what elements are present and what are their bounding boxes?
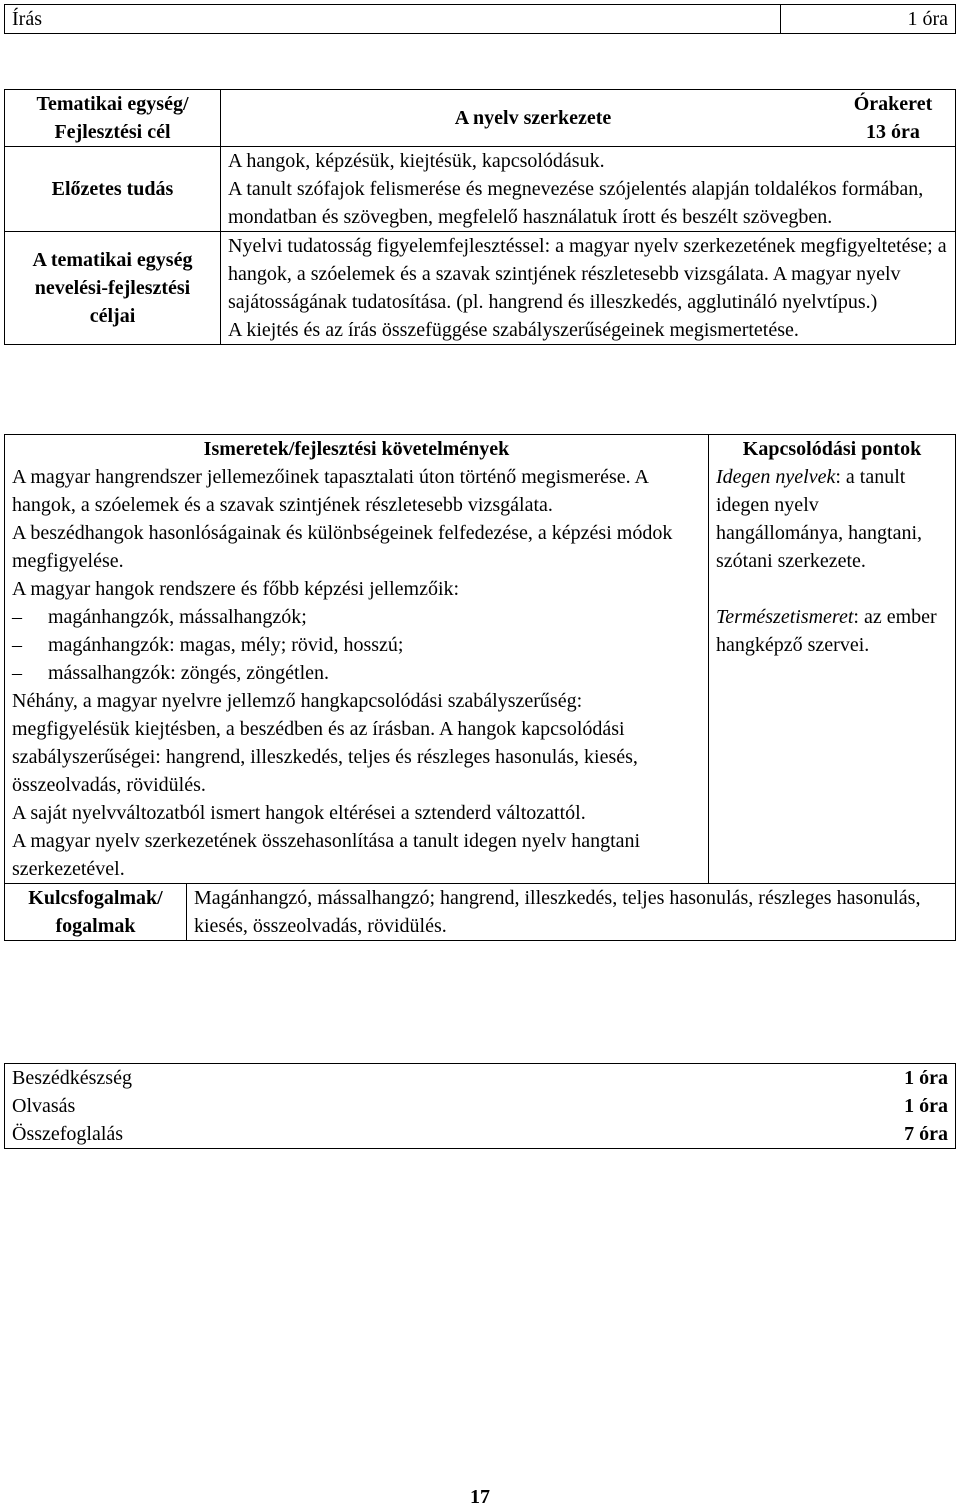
unit-row-goals bbox=[5, 232, 956, 345]
summary-hours: 7 óra bbox=[904, 1123, 948, 1145]
unit-row-title bbox=[5, 90, 956, 147]
keywords-row bbox=[5, 884, 956, 941]
unit-title-cell bbox=[221, 90, 956, 147]
requirements-table bbox=[4, 434, 956, 941]
requirement-paragraph: Néhány, a magyar nyelvre jellemző hangkapcsolódási szabályszerűség: megfigyelésük kiejtésben, a beszédben és az írásban. A hangok kapcsolódási szabályszerűségei: hangrend, illeszkedés, teljes és részleges hasonulás, kiesés, összeolvadás, rövidülés. bbox=[12, 690, 638, 796]
requirements-body-row bbox=[5, 463, 956, 884]
summary-hours: 1 óra bbox=[904, 1067, 948, 1089]
link-subject: Idegen nyelvek bbox=[716, 466, 836, 488]
requirement-list-item: – magánhangzók, mássalhangzók; bbox=[12, 603, 701, 631]
requirement-paragraph: A saját nyelvváltozatból ismert hangok eltérései a sztenderd változattól. bbox=[12, 802, 586, 824]
link-text: : a tanult idegen nyelv hangállománya, hangtani, szótani szerkezete. bbox=[716, 466, 923, 572]
header-title: Írás bbox=[5, 5, 781, 34]
requirement-list-item: – magánhangzók: magas, mély; rövid, hosszú; bbox=[12, 631, 701, 659]
summary-line bbox=[12, 1064, 948, 1092]
requirement-paragraph: A magyar nyelv szerkezetének összehasonlítása a tanult idegen nyelv hangtani szerkezetével. bbox=[12, 830, 641, 880]
summary-table bbox=[4, 1063, 956, 1149]
summary-line bbox=[12, 1092, 948, 1120]
requirement-paragraph: A magyar hangrendszer jellemezőinek tapasztalati úton történő megismerése. A hangok, a szóelemek és a szavak szintjének részletesebb vizsgálata. bbox=[12, 466, 648, 516]
requirements-content bbox=[5, 463, 709, 884]
link-text: : az ember hangképző szervei. bbox=[716, 606, 937, 656]
prior-label: Előzetes tudás bbox=[5, 147, 221, 232]
header-table bbox=[4, 4, 956, 34]
requirement-list-item: – mássalhangzók: zöngés, zöngétlen. bbox=[12, 659, 701, 687]
frame-box bbox=[838, 90, 948, 146]
link-idegen-nyelvek bbox=[716, 463, 948, 575]
prior-line: A hangok, képzésük, kiejtésük, kapcsolódásuk. bbox=[228, 150, 605, 172]
link-termeszetismeret bbox=[716, 603, 948, 659]
goals-line: Nyelvi tudatosság figyelemfejlesztéssel: a magyar nyelv szerkezetének megfigyeltetése; a hangok, a szóelemek és a szavak szintjének részletesebb vizsgálata. A magyar nyelv sajátosságának tudatosítása. (pl. hangrend és illeszkedés, agglutináló nyelvtípus.) bbox=[228, 235, 947, 313]
keywords-label: Kulcsfogalmak/ fogalmak bbox=[5, 884, 187, 941]
summary-label: Beszédkészség bbox=[12, 1067, 132, 1089]
header-hours: 1 óra bbox=[781, 5, 956, 34]
goals-content bbox=[221, 232, 956, 345]
requirements-header: Ismeretek/fejlesztési követelmények bbox=[5, 435, 709, 464]
goals-line: A kiejtés és az írás összefüggése szabályszerűségeinek megismertetése. bbox=[228, 319, 799, 341]
keywords-content: Magánhangzó, mássalhangzó; hangrend, illeszkedés, teljes hasonulás, részleges hasonulás, kiesés, összeolvadás, rövidülés. bbox=[187, 884, 956, 941]
summary-hours: 1 óra bbox=[904, 1095, 948, 1117]
requirement-paragraph: A magyar hangok rendszere és főbb képzési jellemzőik: bbox=[12, 578, 460, 600]
header-row bbox=[5, 5, 956, 34]
summary-line bbox=[12, 1120, 948, 1148]
frame-label: Órakeret bbox=[853, 93, 933, 115]
frame-value: 13 óra bbox=[866, 121, 920, 143]
links-content bbox=[709, 463, 956, 884]
link-subject: Természetismeret bbox=[716, 606, 854, 628]
requirement-paragraph: A beszédhangok hasonlóságainak és különbségeinek felfedezése, a képzési módok megfigyelése. bbox=[12, 522, 673, 572]
summary-label: Összefoglalás bbox=[12, 1123, 124, 1145]
summary-content bbox=[5, 1064, 956, 1149]
unit-table bbox=[4, 89, 956, 345]
summary-label: Olvasás bbox=[12, 1095, 76, 1117]
goals-label: A tematikai egység nevelési-fejlesztési céljai bbox=[5, 232, 221, 345]
prior-line: A tanult szófajok felismerése és megnevezése szójelentés alapján toldalékos formában, mondatban és szövegben, megfelelő használatuk írott és beszélt szövegben. bbox=[228, 178, 924, 228]
links-header: Kapcsolódási pontok bbox=[709, 435, 956, 464]
unit-row-prior bbox=[5, 147, 956, 232]
summary-row bbox=[5, 1064, 956, 1149]
page-number: 17 bbox=[470, 1486, 490, 1508]
unit-label: Tematikai egység/ Fejlesztési cél bbox=[5, 90, 221, 147]
prior-content bbox=[221, 147, 956, 232]
unit-title: A nyelv szerkezete bbox=[454, 107, 612, 129]
requirements-header-row bbox=[5, 435, 956, 464]
